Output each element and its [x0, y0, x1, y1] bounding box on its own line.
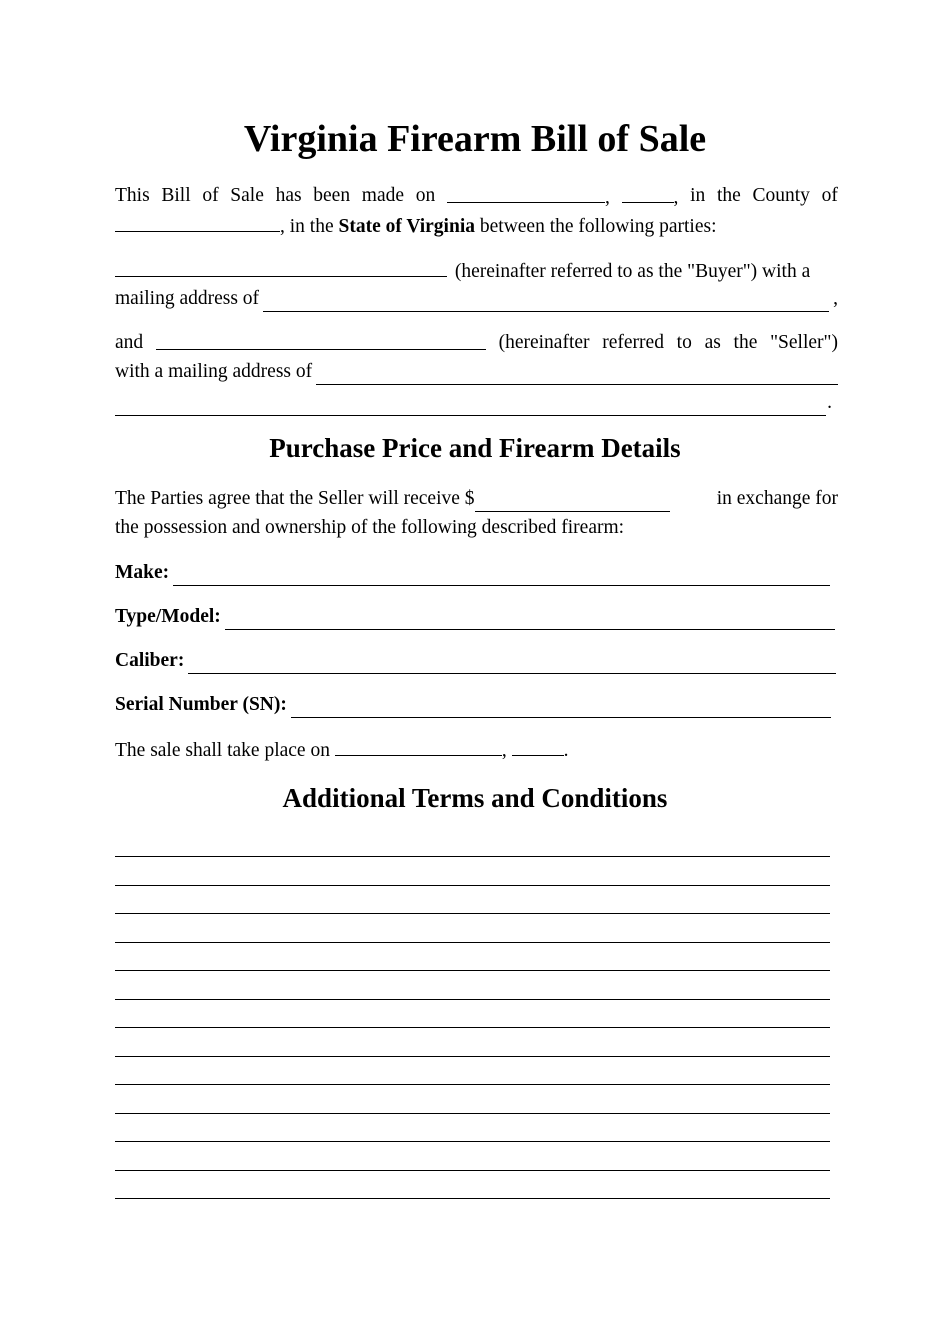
- seller-name-blank[interactable]: [156, 330, 486, 350]
- intro-word: the: [716, 185, 741, 206]
- price-blank[interactable]: [475, 492, 670, 512]
- terms-heading: Additional Terms and Conditions: [282, 783, 668, 813]
- serial-label: Serial Number (SN):: [115, 694, 287, 715]
- terms-line[interactable]: [115, 942, 830, 943]
- state-name: State of Virginia: [338, 216, 475, 237]
- buyer-line-1: [115, 257, 838, 285]
- terms-line[interactable]: [115, 970, 830, 971]
- intro-word: of: [821, 185, 838, 206]
- sale-year-blank[interactable]: [512, 736, 564, 756]
- make-row: [115, 560, 830, 586]
- seller-line-3: [115, 390, 838, 416]
- terms-line[interactable]: [115, 913, 830, 914]
- serial-blank[interactable]: [291, 698, 831, 718]
- model-row: [115, 604, 835, 630]
- buyer-mailing-label: mailing address of: [115, 288, 260, 309]
- sale-date-blank[interactable]: [335, 736, 502, 756]
- intro-word: has: [275, 185, 302, 206]
- serial-row: [115, 692, 831, 718]
- terms-line[interactable]: [115, 1113, 830, 1114]
- make-blank[interactable]: [173, 566, 830, 586]
- sale-date-group: [447, 183, 610, 211]
- terms-line[interactable]: [115, 1056, 830, 1057]
- period: .: [827, 392, 832, 413]
- terms-line[interactable]: [115, 885, 830, 886]
- seller-mailing-label: with a mailing address of: [115, 361, 313, 382]
- terms-line[interactable]: [115, 1198, 830, 1199]
- intro-line-1: [115, 183, 838, 211]
- seller-word: "Seller"): [770, 332, 838, 353]
- intro-line-2: [115, 212, 838, 240]
- seller-word: (hereinafter: [498, 332, 590, 353]
- intro-word: Sale: [230, 185, 264, 206]
- terms-line[interactable]: [115, 1084, 830, 1085]
- seller-word: referred: [602, 332, 664, 353]
- date-blank[interactable]: [447, 183, 605, 203]
- buyer-name-blank[interactable]: [115, 257, 447, 277]
- intro-text: between the following parties:: [475, 216, 717, 237]
- caliber-row: [115, 648, 836, 674]
- terms-line[interactable]: [115, 1027, 830, 1028]
- sale-date-row: [115, 736, 838, 764]
- seller-word: and: [115, 332, 144, 353]
- seller-word: as: [704, 332, 721, 353]
- comma: ,: [604, 187, 610, 208]
- purchase-text: The Parties agree that the Seller will receive $: [115, 488, 475, 509]
- terms-line[interactable]: [115, 999, 830, 1000]
- terms-line[interactable]: [115, 1170, 830, 1171]
- intro-word: in: [690, 185, 706, 206]
- county-blank[interactable]: [115, 212, 280, 232]
- intro-word: of: [202, 185, 219, 206]
- comma: ,: [501, 740, 507, 761]
- model-label: Type/Model:: [115, 606, 221, 627]
- intro-text: , in the: [280, 216, 339, 237]
- seller-line-2: [115, 359, 838, 385]
- year-blank[interactable]: [622, 183, 674, 203]
- terms-line[interactable]: [115, 856, 830, 857]
- intro-word: on: [415, 185, 436, 206]
- terms-line[interactable]: [115, 1141, 830, 1142]
- seller-word: to: [676, 332, 692, 353]
- purchase-line-2: the possession and ownership of the following described firearm:: [115, 517, 625, 538]
- page-title: Virginia Firearm Bill of Sale: [243, 118, 707, 160]
- make-label: Make:: [115, 562, 170, 583]
- intro-word: been: [313, 185, 351, 206]
- intro-word: Bill: [161, 185, 191, 206]
- comma: ,: [673, 187, 679, 208]
- caliber-blank[interactable]: [188, 654, 836, 674]
- purchase-heading: Purchase Price and Firearm Details: [269, 433, 681, 463]
- sale-text: The sale shall take place on: [115, 740, 330, 761]
- buyer-text: (hereinafter referred to as the "Buyer") with a: [454, 261, 811, 282]
- buyer-line-2: [115, 286, 838, 312]
- model-blank[interactable]: [225, 610, 835, 630]
- buyer-address-blank[interactable]: [263, 292, 829, 312]
- intro-word: made: [361, 185, 405, 206]
- comma: ,: [833, 288, 838, 309]
- seller-address-blank[interactable]: [316, 365, 838, 385]
- year-group: [622, 183, 679, 211]
- purchase-line-1: [115, 486, 838, 512]
- purchase-text: in exchange for: [716, 488, 838, 509]
- seller-line-1: [115, 330, 838, 356]
- intro-word: This: [115, 185, 150, 206]
- seller-word: the: [733, 332, 758, 353]
- intro-word: County: [752, 185, 810, 206]
- seller-address-blank-2[interactable]: [115, 396, 826, 416]
- caliber-label: Caliber:: [115, 650, 185, 671]
- period: .: [563, 740, 569, 761]
